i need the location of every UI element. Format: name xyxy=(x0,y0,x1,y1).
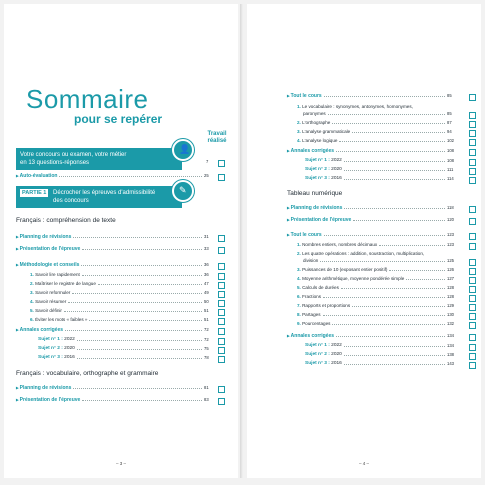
toc-label: ▶ Présentation de l'épreuve xyxy=(16,396,80,404)
page-number: 123 xyxy=(447,232,454,237)
dot-leader xyxy=(389,270,445,271)
dot-leader xyxy=(344,161,445,162)
dot-leader xyxy=(379,245,445,246)
page-number: 33 xyxy=(204,246,209,251)
checkbox[interactable] xyxy=(469,304,476,311)
dot-leader xyxy=(344,364,445,365)
toc-label: 4. Savoir résumer xyxy=(30,299,67,304)
checkbox[interactable] xyxy=(469,362,476,369)
dot-leader xyxy=(68,302,202,303)
toc-label: 8. Partages xyxy=(297,312,321,317)
page-number: 126 xyxy=(447,267,454,272)
checkbox[interactable] xyxy=(218,318,225,325)
page-number: 134 xyxy=(447,333,454,338)
checkbox[interactable] xyxy=(469,334,476,341)
checkbox[interactable] xyxy=(469,130,476,137)
toc-row[interactable] xyxy=(4,396,238,404)
toc-label: 6. Fractions xyxy=(297,294,322,299)
page-number: 108 xyxy=(447,158,454,163)
checkbox[interactable] xyxy=(469,233,476,240)
checkbox[interactable] xyxy=(218,386,225,393)
dot-leader xyxy=(339,141,445,142)
toc-label: 3. L'analyse grammaticale xyxy=(297,129,351,134)
page-number: 75 xyxy=(204,346,209,351)
checkbox[interactable] xyxy=(218,247,225,254)
toc-label: Sujet n° 3 : 2016 xyxy=(305,361,342,366)
toc-row[interactable] xyxy=(4,289,238,297)
checkbox[interactable] xyxy=(469,268,476,275)
toc-row[interactable] xyxy=(247,320,481,328)
checkbox[interactable] xyxy=(469,286,476,293)
dot-leader xyxy=(341,288,445,289)
checkbox[interactable] xyxy=(469,121,476,128)
dot-leader xyxy=(344,355,445,356)
dot-leader xyxy=(77,340,202,341)
checkbox[interactable] xyxy=(469,218,476,225)
checkbox[interactable] xyxy=(469,313,476,320)
dot-leader xyxy=(336,151,445,152)
toc-row[interactable] xyxy=(4,326,238,334)
checkbox[interactable] xyxy=(469,322,476,329)
checkbox[interactable] xyxy=(469,206,476,213)
dot-leader xyxy=(323,297,445,298)
toc-label: 9. Pourcentages xyxy=(297,321,331,326)
page-number: 120 xyxy=(447,217,454,222)
book-spine xyxy=(240,4,243,478)
page-number-footer: – 3 – xyxy=(115,461,126,466)
partie-label: PARTIE 1 xyxy=(22,190,47,196)
checkbox[interactable] xyxy=(469,168,476,175)
toc-label: Sujet n° 1 : 2022 xyxy=(305,343,342,348)
toc-row[interactable] xyxy=(247,342,481,350)
toc-label: ▶ Méthodologie et conseils xyxy=(16,261,79,269)
checkbox[interactable] xyxy=(469,94,476,101)
page-number: 85 xyxy=(447,93,452,98)
toc-row[interactable] xyxy=(247,293,481,301)
toc-label: ▶ Annales corrigées xyxy=(287,147,334,155)
section-heading: Tableau numérique xyxy=(287,190,343,197)
toc-label: 4. L'analyse logique xyxy=(297,138,338,143)
toc-row[interactable] xyxy=(247,302,481,310)
section-heading: Français : compréhension de texte xyxy=(16,217,116,224)
page-number: 134 xyxy=(447,343,454,348)
checkbox[interactable] xyxy=(469,243,476,250)
toc-row[interactable] xyxy=(247,266,481,274)
toc-label: paronymes xyxy=(303,111,326,116)
toc-row[interactable] xyxy=(247,231,481,239)
toc-row[interactable] xyxy=(4,384,238,392)
page-number: 31 xyxy=(204,234,209,239)
page-number: 130 xyxy=(447,312,454,317)
toc-row[interactable] xyxy=(247,204,481,212)
checkbox[interactable] xyxy=(218,338,225,345)
dot-leader xyxy=(344,170,445,171)
dot-leader xyxy=(82,249,202,250)
toc-label: Sujet n° 3 : 2016 xyxy=(305,176,342,181)
toc-label: 5. Savoir définir xyxy=(30,308,62,313)
checkbox[interactable] xyxy=(218,347,225,354)
page-number: 47 xyxy=(204,281,209,286)
dot-leader xyxy=(64,311,202,312)
checkbox[interactable] xyxy=(469,139,476,146)
page-number: 85 xyxy=(447,111,452,116)
toc-row[interactable] xyxy=(247,332,481,340)
intro-page-row xyxy=(4,158,238,166)
person-icon: 👤 xyxy=(172,139,194,161)
partie-banner[interactable]: PARTIE 1 Décrocher les épreuves d'admissibilité des concours xyxy=(16,186,182,208)
toc-row[interactable] xyxy=(247,284,481,292)
left-page xyxy=(4,4,238,478)
dot-leader xyxy=(89,320,202,321)
page-number: 25 xyxy=(204,173,209,178)
page-number: 128 xyxy=(447,285,454,290)
checkbox[interactable] xyxy=(218,356,225,363)
checkbox[interactable] xyxy=(218,300,225,307)
page-number: 36 xyxy=(204,272,209,277)
dot-leader xyxy=(328,114,445,115)
page-number-footer: – 4 – xyxy=(358,461,369,466)
pencil-icon: ✎ xyxy=(172,180,194,202)
dot-leader xyxy=(72,293,202,294)
page-number: 125 xyxy=(447,258,454,263)
page-number: 108 xyxy=(447,148,454,153)
dot-leader xyxy=(332,324,445,325)
toc-label: 1. Le vocabulaire : synonymes, antonymes, homonymes, xyxy=(297,104,413,109)
page-number: 114 xyxy=(447,176,454,181)
dot-leader xyxy=(344,179,445,180)
toc-label: ▶ Planning de révisions xyxy=(16,384,71,392)
page-number: 36 xyxy=(204,262,209,267)
toc-row[interactable] xyxy=(247,216,481,224)
page-number: 81 xyxy=(204,385,209,390)
toc-row[interactable] xyxy=(4,345,238,353)
checkbox[interactable] xyxy=(218,160,225,167)
toc-label: 4. Moyenne arithmétique, moyenne pondérée simple xyxy=(297,276,405,281)
toc-row[interactable] xyxy=(247,157,481,165)
toc-label: 5. Calculs de durées xyxy=(297,285,339,290)
toc-label: ▶ Annales corrigées xyxy=(16,326,63,334)
toc-row[interactable] xyxy=(4,233,238,241)
toc-label: ▶ Présentation de l'épreuve xyxy=(16,245,80,253)
toc-row[interactable] xyxy=(4,261,238,269)
toc-label: ▶ Planning de révisions xyxy=(16,233,71,241)
page-number: 7 xyxy=(206,159,209,164)
toc-label: 2. Maîtriser le registre de langue xyxy=(30,281,96,286)
dot-leader xyxy=(77,349,202,350)
page-number: 51 xyxy=(204,317,209,322)
toc-row[interactable] xyxy=(247,92,481,100)
dot-leader xyxy=(98,284,202,285)
toc-row[interactable] xyxy=(4,245,238,253)
toc-label: 2. L'orthographe xyxy=(297,120,331,125)
right-page xyxy=(247,4,481,478)
page-number: 78 xyxy=(204,355,209,360)
dot-leader xyxy=(77,358,202,359)
toc-row[interactable] xyxy=(4,280,238,288)
toc-label: 3. Puissances de 10 (exposant entier positif) xyxy=(297,267,388,272)
checkbox[interactable] xyxy=(218,291,225,298)
checkbox[interactable] xyxy=(469,353,476,360)
toc-row[interactable] xyxy=(4,298,238,306)
page-number: 123 xyxy=(447,242,454,247)
checkbox[interactable] xyxy=(469,177,476,184)
section-heading: Français : vocabulaire, orthographe et grammaire xyxy=(16,370,159,377)
page-number: 118 xyxy=(447,205,454,210)
toc-label: ▶ Annales corrigées xyxy=(287,332,334,340)
checkbox[interactable] xyxy=(469,259,476,266)
dot-leader xyxy=(352,306,445,307)
checkbox[interactable] xyxy=(218,398,225,405)
page-number: 143 xyxy=(447,361,454,366)
page-subtitle: pour se repérer xyxy=(74,112,163,126)
toc-row[interactable] xyxy=(247,241,481,249)
toc-label: 1. Nombres entiers, nombres décimaux xyxy=(297,242,378,247)
checkbox[interactable] xyxy=(469,149,476,156)
toc-row[interactable] xyxy=(247,128,481,136)
checkbox[interactable] xyxy=(469,112,476,119)
toc-label: Sujet n° 2 : 2020 xyxy=(305,167,342,172)
intro-banner[interactable]: Votre concours ou examen, votre métier en 13 questions-réponses xyxy=(16,148,182,170)
checkbox[interactable] xyxy=(218,273,225,280)
page-number: 111 xyxy=(447,167,454,172)
toc-row[interactable] xyxy=(4,172,238,180)
dot-leader xyxy=(82,275,202,276)
page-number: 132 xyxy=(447,321,454,326)
toc-row[interactable] xyxy=(4,307,238,315)
toc-row[interactable] xyxy=(247,257,481,265)
dot-leader xyxy=(353,220,445,221)
toc-label: ▶ Tout le cours xyxy=(287,92,322,100)
toc-label: 3. Savoir reformuler xyxy=(30,290,71,295)
page-number: 87 xyxy=(447,120,452,125)
toc-row[interactable] xyxy=(4,271,238,279)
page-number: 51 xyxy=(204,308,209,313)
checkbox[interactable] xyxy=(218,235,225,242)
checkbox[interactable] xyxy=(218,263,225,270)
page-number: 49 xyxy=(204,290,209,295)
checkbox[interactable] xyxy=(469,277,476,284)
dot-leader xyxy=(324,96,445,97)
dot-leader xyxy=(59,176,202,177)
page-number: 102 xyxy=(447,138,454,143)
page-number: 128 xyxy=(447,294,454,299)
checkbox[interactable] xyxy=(218,282,225,289)
dot-leader xyxy=(81,265,202,266)
page-number: 50 xyxy=(204,299,209,304)
toc-label: 7. Rapports et proportions xyxy=(297,303,351,308)
toc-row[interactable] xyxy=(247,351,481,359)
page-number: 72 xyxy=(204,327,209,332)
page-number: 129 xyxy=(447,303,454,308)
dot-leader xyxy=(406,279,445,280)
dot-leader xyxy=(320,261,445,262)
toc-label: 1. Savoir lire rapidement xyxy=(30,272,80,277)
toc-row[interactable] xyxy=(247,110,481,118)
toc-row[interactable] xyxy=(247,119,481,127)
toc-label: ▶ Présentation de l'épreuve xyxy=(287,216,351,224)
toc-label: division xyxy=(303,258,319,263)
dot-leader xyxy=(336,336,445,337)
dot-leader xyxy=(323,315,445,316)
toc-label: Sujet n° 3 : 2016 xyxy=(38,355,75,360)
toc-row[interactable] xyxy=(247,275,481,283)
checkbox[interactable] xyxy=(469,344,476,351)
dot-leader xyxy=(73,237,202,238)
dot-leader xyxy=(344,346,445,347)
checkbox[interactable] xyxy=(469,295,476,302)
toc-row[interactable] xyxy=(247,166,481,174)
page-number: 127 xyxy=(447,276,454,281)
checkbox[interactable] xyxy=(218,328,225,335)
toc-label: Sujet n° 1 : 2022 xyxy=(38,337,75,342)
dot-leader xyxy=(82,400,202,401)
dot-leader xyxy=(344,208,445,209)
page-number: 72 xyxy=(204,337,209,342)
toc-label: ▶ Tout le cours xyxy=(287,231,322,239)
toc-label: 2. Les quatre opérations : addition, soustraction, multiplication, xyxy=(297,251,425,256)
toc-row[interactable] xyxy=(247,137,481,145)
toc-label: Sujet n° 2 : 2020 xyxy=(305,352,342,357)
toc-row[interactable] xyxy=(4,336,238,344)
page-number: 83 xyxy=(204,397,209,402)
toc-row[interactable] xyxy=(247,175,481,183)
toc-label: ▶ Planning de révisions xyxy=(287,204,342,212)
dot-leader xyxy=(65,330,202,331)
toc-label: Sujet n° 1 : 2022 xyxy=(305,158,342,163)
travail-realise-header: Travail réalisé xyxy=(207,131,227,144)
dot-leader xyxy=(73,388,202,389)
page-title: Sommaire xyxy=(26,84,149,114)
dot-leader xyxy=(324,235,445,236)
toc-row[interactable] xyxy=(247,147,481,155)
checkbox[interactable] xyxy=(218,174,225,181)
toc-row[interactable] xyxy=(247,360,481,368)
page-number: 138 xyxy=(447,352,454,357)
toc-label: 6. Éviter les mots « faibles » xyxy=(30,317,88,322)
toc-label: Sujet n° 2 : 2020 xyxy=(38,346,75,351)
checkbox[interactable] xyxy=(218,309,225,316)
toc-label: ▶ Auto-évaluation xyxy=(16,172,57,180)
page-number: 94 xyxy=(447,129,452,134)
toc-row[interactable] xyxy=(4,316,238,324)
toc-row[interactable] xyxy=(4,354,238,362)
checkbox[interactable] xyxy=(469,159,476,166)
dot-leader xyxy=(332,123,445,124)
dot-leader xyxy=(352,132,445,133)
toc-row[interactable] xyxy=(247,311,481,319)
